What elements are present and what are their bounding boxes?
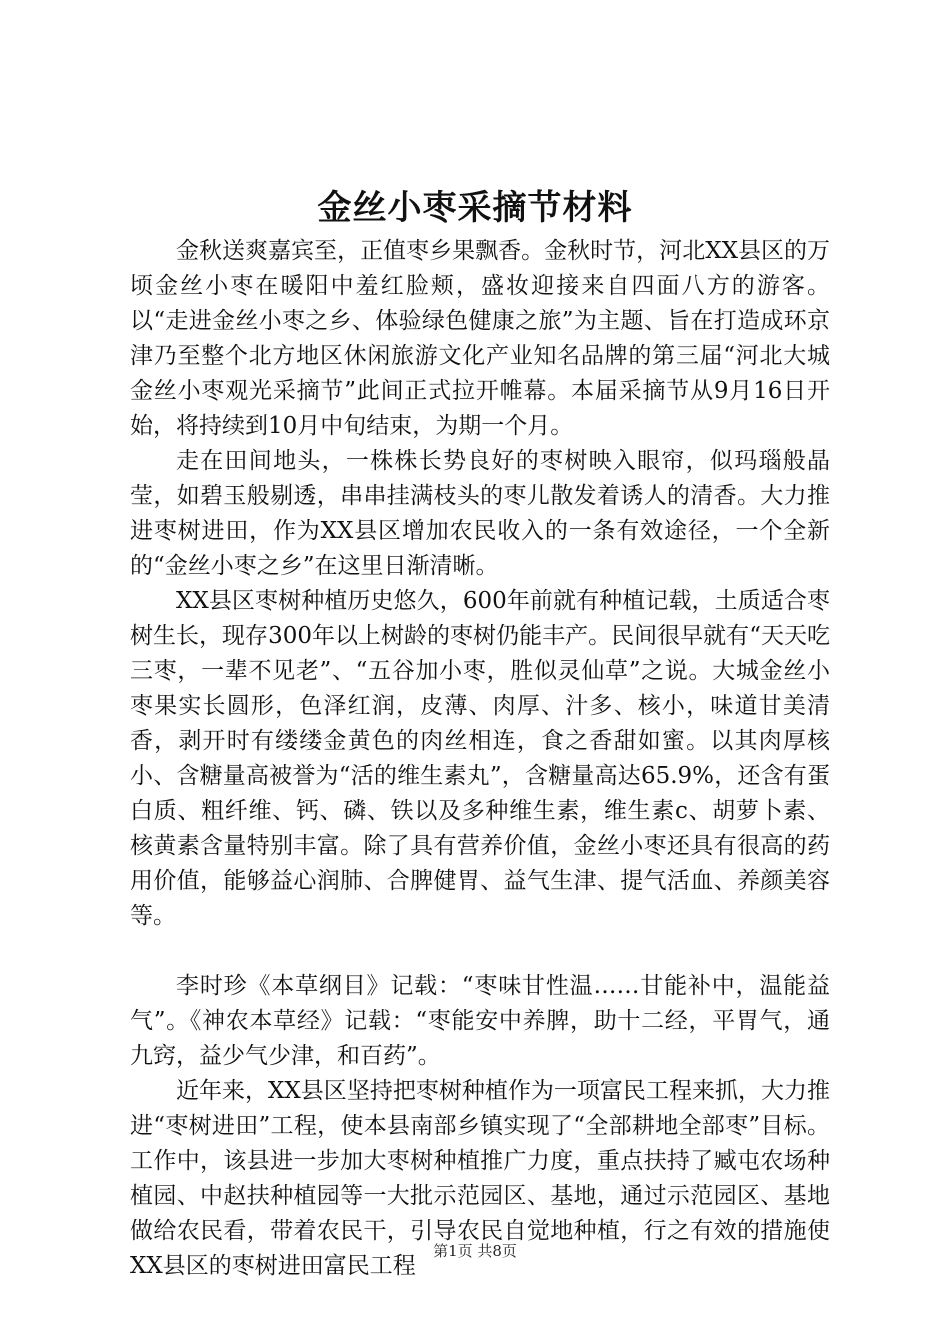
paragraph-history-nutrition: XX县区枣树种植历史悠久，600年前就有种植记载，土质适合枣树生长，现存300年以上树龄的枣树仍能丰产。民间很早就有“天天吃三枣，一辈不见老”、“五谷加小枣，胜似灵仙草”之说。大城金丝小枣果实长圆形，色泽红润，皮薄、肉厚、汁多、核小，味道甘美清香，剥开时有缕缕金黄色的肉丝相连，食之香甜如蜜。以其肉厚核小、含糖量高被誉为“活的维生素丸”，含糖量高达65.9%，还含有蛋白质、粗纤维、钙、磷、铁以及多种维生素，维生素c、胡萝卜素、核黄素含量特别丰富。除了具有营养价值，金丝小枣还具有很高的药用价值，能够益心润肺、合脾健胃、益气生津、提气活血、养颜美容等。 (130, 588, 830, 929)
page-footer: 第1页 共8页 (433, 1242, 517, 1260)
paragraph-classic-records: 李时珍《本草纲目》记载：“枣味甘性温……甘能补中，温能益气”。《神农本草经》记载：“枣能安中养脾，助十二经，平胃气，通九窍，益少气少津，和百药”。 (130, 973, 830, 1069)
document-body (130, 234, 830, 1284)
paragraph-festival-intro: 金秋送爽嘉宾至，正值枣乡果飘香。金秋时节，河北XX县区的万顷金丝小枣在暖阳中羞红脸颊，盛妆迎接来自四面八方的游客。以“走进金丝小枣之乡、体验绿色健康之旅”为主题、旨在打造成环京津乃至整个北方地区休闲旅游文化产业知名品牌的第三届“河北大城金丝小枣观光采摘节”此间正式拉开帷幕。本届采摘节从9月16日开始，将持续到10月中旬结束，为期一个月。 (130, 238, 830, 439)
document-title: 金丝小枣采摘节材料 (317, 188, 633, 228)
paragraph-orchard-scene: 走在田间地头，一株株长势良好的枣树映入眼帘，似玛瑙般晶莹，如碧玉般剔透，串串挂满枝头的枣儿散发着诱人的清香。大力推进枣树进田，作为XX县区增加农民收入的一条有效途径，一个全新的“金丝小枣之乡”在这里日渐清晰。 (130, 448, 830, 579)
paragraph-planting-project: 近年来，XX县区坚持把枣树种植作为一项富民工程来抓，大力推进“枣树进田”工程，使本县南部乡镇实现了“全部耕地全部枣”目标。工作中，该县进一步加大枣树种植推广力度，重点扶持了臧屯农场种植园、中赵扶种植园等一大批示范园区、基地，通过示范园区、基地做给农民看，带着农民干，引导农民自觉地种植，行之有效的措施使XX县区的枣树进田富民工程 (130, 1078, 830, 1279)
paragraph-spacer (130, 934, 830, 969)
